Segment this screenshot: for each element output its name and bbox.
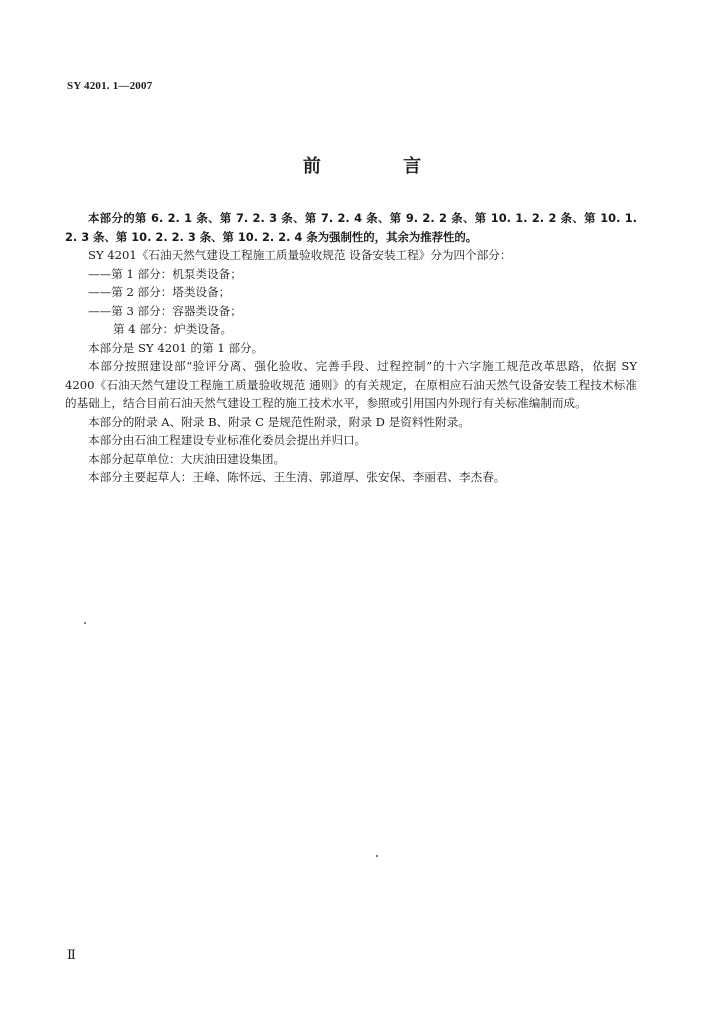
page-number: Ⅱ <box>67 947 76 962</box>
page-title: 前 言 <box>302 156 460 177</box>
drafting-unit-paragraph: 本部分起草单位：大庆油田建设集团。 <box>88 451 286 466</box>
part-list-item: 第 4 部分：炉类设备。 <box>113 322 233 336</box>
proposed-by-paragraph: 本部分由石油工程建设专业标准化委员会提出并归口。 <box>88 433 367 447</box>
part-list-item: ——第 3 部分：容器类设备； <box>88 303 242 318</box>
scan-speck <box>376 855 378 857</box>
part-list-item: ——第 2 部分：塔类设备； <box>88 285 231 299</box>
document-body <box>65 209 637 487</box>
annexes-paragraph: 本部分的附录 A、附录 B、附录 C 是规范性附录，附录 D 是资料性附录。 <box>88 414 470 429</box>
standard-code: SY 4201. 1—2007 <box>67 80 153 92</box>
basis-paragraph: 本部分按照建设部“验评分离、强化验收、完善手段、过程控制”的十六字施工规范改革思路，依据 SY 4200《石油天然气建设工程施工质量验收规范 通则》的有关规定，在原相应石油天然气设备安装工程技术标准的基础上，结合目前石油天然气建设工程的施工技术水平，参照或引用国内外现行有关标准编制而成。 <box>65 359 637 410</box>
mandatory-clauses-paragraph: 本部分的第 6. 2. 1 条、第 7. 2. 3 条、第 7. 2. 4 条、第 9. 2. 2 条、第 10. 1. 2. 2 条、第 10. 1. 2. 3 条、第 10. 2. 2. 3 条、第 10. 2. 2. 4 条为强制性的，其余为推荐性的。 <box>65 211 637 244</box>
this-part-paragraph: 本部分是 SY 4201 的第 1 部分。 <box>88 340 264 355</box>
scan-speck <box>84 622 86 624</box>
drafters-paragraph: 本部分主要起草人：王峰、陈怀远、王生清、郭道厚、张安保、李丽君、李杰春。 <box>88 470 506 484</box>
series-intro-paragraph: SY 4201《石油天然气建设工程施工质量验收规范 设备安装工程》分为四个部分： <box>88 248 512 262</box>
part-list-item: ——第 1 部分：机泵类设备； <box>88 266 242 281</box>
